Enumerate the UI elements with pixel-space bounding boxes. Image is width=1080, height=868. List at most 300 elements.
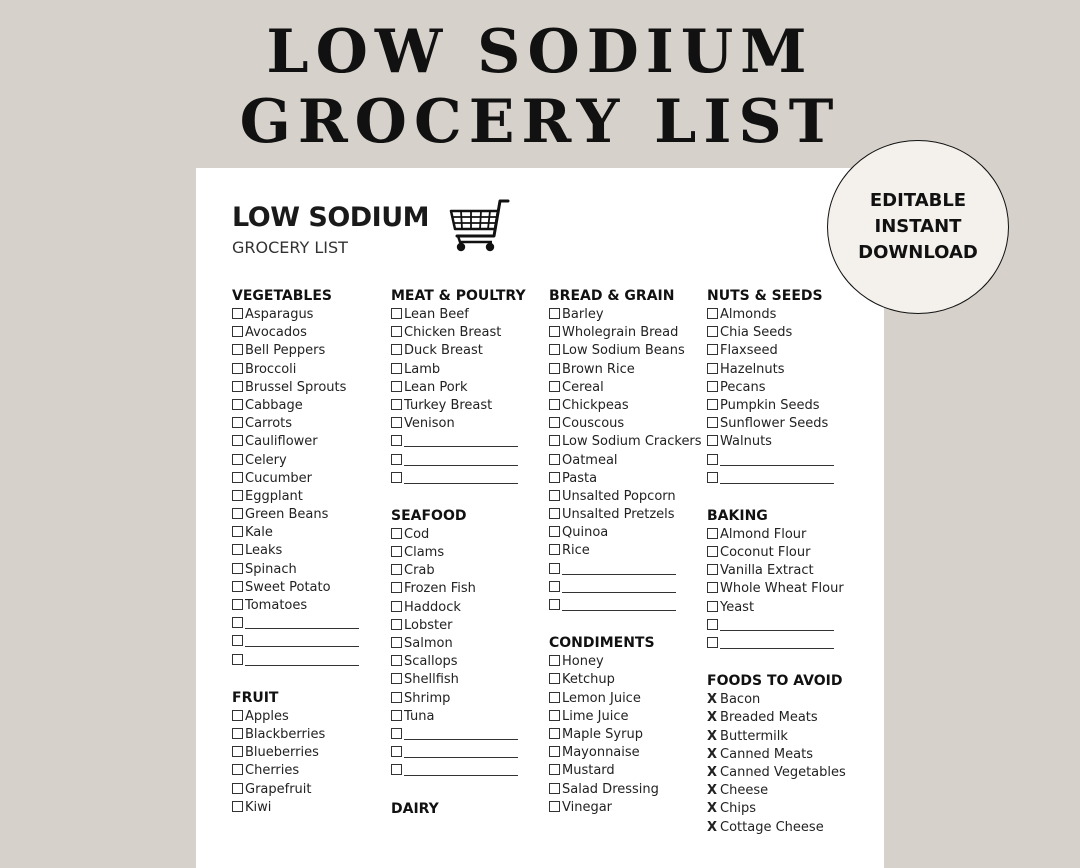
item-label: Bacon [720,692,761,708]
checkbox[interactable] [391,417,402,428]
write-in-line[interactable] [562,562,676,575]
blank-item [549,597,704,615]
checkbox[interactable] [549,710,560,721]
checkbox[interactable] [549,783,560,794]
list-item [391,599,546,617]
blank-item [391,744,546,762]
checkbox[interactable] [391,454,402,465]
blank-item [232,652,387,670]
checkbox[interactable] [707,472,718,483]
blank-item [549,579,704,597]
checkbox[interactable] [391,308,402,319]
checkbox[interactable] [707,326,718,337]
list-section [232,286,387,670]
list-column-1 [232,286,387,835]
checkbox[interactable] [549,526,560,537]
item-label: Cauliflower [245,434,318,450]
checkbox[interactable] [391,435,402,446]
item-label: Maple Syrup [562,726,643,742]
checkbox[interactable] [549,581,560,592]
checkbox[interactable] [707,582,718,593]
write-in-line[interactable] [562,598,676,611]
blank-item [391,452,546,470]
blank-item [549,561,704,579]
item-label: Celery [245,452,287,468]
checkbox[interactable] [391,399,402,410]
item-label: Chips [720,801,756,817]
checkbox[interactable] [549,454,560,465]
checkbox[interactable] [391,546,402,557]
checkbox[interactable] [232,363,243,374]
checkbox[interactable] [232,635,243,646]
checkbox[interactable] [549,563,560,574]
list-item [707,709,862,727]
checkbox[interactable] [232,508,243,519]
item-label: Coconut Flour [720,545,811,561]
section-title: MEAT & POULTRY [391,288,526,304]
list-item [707,599,862,617]
checkbox[interactable] [232,617,243,628]
item-label: Venison [404,416,455,432]
blank-item [391,762,546,780]
checkbox[interactable] [549,544,560,555]
checkbox[interactable] [232,581,243,592]
shopping-cart-icon [448,198,510,256]
section-title: BREAD & GRAIN [549,288,675,304]
list-item [232,744,387,762]
list-item [549,470,704,488]
list-section [391,286,546,488]
list-item [232,324,387,342]
item-label: Quinoa [562,525,609,541]
checkbox[interactable] [232,454,243,465]
item-label: Barley [562,307,604,322]
section-title: NUTS & SEEDS [707,288,823,304]
item-label: Almond Flour [720,526,807,542]
blank-item [391,470,546,488]
item-label: Vinegar [562,799,613,815]
list-column-3 [549,286,704,835]
checkbox[interactable] [232,435,243,446]
list-item [391,635,546,653]
checkbox[interactable] [549,490,560,501]
list-item [549,397,704,415]
list-item [232,762,387,780]
checkbox[interactable] [232,764,243,775]
checkbox[interactable] [391,344,402,355]
list-item [707,415,862,433]
checkbox[interactable] [549,344,560,355]
list-item [707,764,862,782]
write-in-line[interactable] [404,763,518,776]
write-in-line[interactable] [720,636,834,649]
item-label: Salmon [404,636,453,651]
item-label: Frozen Fish [404,581,476,597]
list-section [549,633,704,817]
avoid-mark: X [707,710,718,726]
list-item [707,342,862,360]
item-label: Cereal [562,379,604,395]
list-item [391,708,546,726]
item-label: Cottage Cheese [720,819,824,835]
list-section [549,286,704,615]
list-item [391,580,546,598]
list-section [707,286,862,488]
checkbox[interactable] [391,764,402,775]
list-item [232,488,387,506]
item-label: Lobster [404,617,453,633]
badge-line2: INSTANT [874,216,962,237]
checkbox[interactable] [391,472,402,483]
checkbox[interactable] [549,728,560,739]
list-item [232,799,387,817]
write-in-line[interactable] [245,634,359,647]
checkbox[interactable] [707,601,718,612]
item-label: Mayonnaise [562,745,640,761]
list-item [707,800,862,818]
checkbox[interactable] [391,728,402,739]
blank-item [232,633,387,651]
list-item [549,744,704,762]
list-item [707,819,862,837]
checkbox[interactable] [549,472,560,483]
section-title: FOODS TO AVOID [707,673,843,690]
list-item [232,452,387,470]
checkbox[interactable] [391,619,402,630]
checkbox[interactable] [391,692,402,703]
checkbox[interactable] [391,710,402,721]
item-label: Apples [245,708,289,724]
item-label: Whole Wheat Flour [720,581,844,597]
checkbox[interactable] [232,728,243,739]
list-column-4 [707,286,862,855]
document-subtitle: GROCERY LIST [232,238,348,257]
list-item [232,708,387,726]
write-in-line[interactable] [245,653,359,666]
checkbox[interactable] [232,654,243,665]
item-label: Haddock [404,599,461,615]
item-label: Canned Meats [720,746,813,762]
section-title: CONDIMENTS [549,635,655,652]
checkbox[interactable] [391,655,402,666]
list-item [391,544,546,562]
list-item [391,690,546,708]
item-label: Wholegrain Bread [562,325,679,341]
checkbox[interactable] [707,637,718,648]
checkbox[interactable] [707,454,718,465]
list-item [232,781,387,799]
list-item [707,397,862,415]
list-item [707,526,862,544]
item-label: Tuna [404,708,435,724]
checkbox[interactable] [549,801,560,812]
item-label: Vanilla Extract [720,563,814,579]
write-in-line[interactable] [720,618,834,631]
write-in-line[interactable] [720,453,834,466]
checkbox[interactable] [707,528,718,539]
item-label: Lime Juice [562,708,629,724]
item-label: Leaks [245,543,283,559]
checkbox[interactable] [232,326,243,337]
write-in-line[interactable] [720,471,834,484]
list-item [707,379,862,397]
checkbox[interactable] [707,381,718,392]
list-item [707,580,862,598]
checkbox[interactable] [549,599,560,610]
write-in-line[interactable] [562,580,676,593]
list-item [707,544,862,562]
checkbox[interactable] [549,508,560,519]
list-item [707,728,862,746]
checkbox[interactable] [549,692,560,703]
item-label: Pumpkin Seeds [720,397,820,413]
editable-badge [827,140,1009,314]
list-item [391,526,546,544]
document-title: LOW SODIUM [232,202,430,233]
list-item [707,361,862,379]
checkbox[interactable] [549,435,560,446]
list-item [549,524,704,542]
list-item [391,397,546,415]
list-item [549,542,704,560]
list-item [232,379,387,397]
list-item [549,653,704,671]
badge-line1: EDITABLE [869,190,967,211]
avoid-mark: X [707,746,718,762]
checkbox[interactable] [232,783,243,794]
item-label: Canned Vegetables [720,764,846,780]
checkbox[interactable] [391,381,402,392]
item-label: Green Beans [245,507,329,523]
checkbox[interactable] [391,528,402,539]
checkbox[interactable] [549,417,560,428]
item-label: Eggplant [245,488,303,504]
checkbox[interactable] [232,526,243,537]
checkbox[interactable] [391,326,402,337]
list-item [549,799,704,817]
checkbox[interactable] [707,435,718,446]
write-in-line[interactable] [245,616,359,629]
checkbox[interactable] [549,326,560,337]
checkbox[interactable] [391,363,402,374]
blank-item [707,635,862,653]
checkbox[interactable] [232,490,243,501]
write-in-line[interactable] [404,453,518,466]
list-section [391,799,546,819]
list-item [232,542,387,560]
checkbox[interactable] [549,308,560,319]
list-item [391,342,546,360]
checkbox[interactable] [232,472,243,483]
list-item [391,653,546,671]
item-label: Unsalted Popcorn [562,488,676,504]
item-label: Cheese [720,783,769,799]
write-in-line[interactable] [404,745,518,758]
item-label: Spinach [245,561,297,577]
checkbox[interactable] [707,564,718,575]
list-section [707,671,862,837]
list-item [391,379,546,397]
checkbox[interactable] [707,308,718,319]
avoid-mark: X [707,783,718,799]
item-label: Lean Beef [404,307,469,322]
checkbox[interactable] [549,764,560,775]
list-item [549,488,704,506]
list-item [232,470,387,488]
list-item [391,361,546,379]
write-in-line[interactable] [404,434,518,447]
item-label: Brown Rice [562,361,635,377]
item-label: Broccoli [245,361,297,377]
item-label: Ketchup [562,672,615,688]
list-item [232,397,387,415]
list-section [232,688,387,817]
list-item [549,433,704,451]
list-item [232,726,387,744]
checkbox[interactable] [549,363,560,374]
checkbox[interactable] [391,637,402,648]
checkbox[interactable] [391,673,402,684]
blank-item [232,615,387,633]
item-label: Kale [245,525,273,541]
blank-item [707,617,862,635]
checkbox[interactable] [232,344,243,355]
list-item [391,306,546,324]
item-label: Honey [562,654,604,670]
checkbox[interactable] [549,655,560,666]
list-column-2 [391,286,546,837]
list-item [391,324,546,342]
list-item [707,691,862,709]
list-item [549,342,704,360]
item-label: Kiwi [245,799,272,815]
checkbox[interactable] [707,619,718,630]
checkbox[interactable] [549,673,560,684]
avoid-mark: X [707,728,718,744]
checkbox[interactable] [707,363,718,374]
list-item [707,782,862,800]
item-label: Crab [404,563,435,579]
checkbox[interactable] [391,564,402,575]
item-label: Chickpeas [562,397,629,413]
checkbox[interactable] [707,344,718,355]
item-label: Low Sodium Crackers [562,434,702,450]
list-item [707,562,862,580]
checkbox[interactable] [232,399,243,410]
checkbox[interactable] [232,417,243,428]
checkbox[interactable] [391,601,402,612]
section-title: BAKING [707,507,768,524]
checkbox[interactable] [232,308,243,319]
list-item [232,433,387,451]
checkbox[interactable] [232,710,243,721]
list-item [391,617,546,635]
list-item [707,324,862,342]
item-label: Hazelnuts [720,361,785,377]
item-label: Cucumber [245,470,312,486]
list-item [549,379,704,397]
write-in-line[interactable] [404,471,518,484]
item-label: Clams [404,545,445,561]
avoid-mark: X [707,692,718,708]
list-item [549,762,704,780]
list-item [232,415,387,433]
list-item [391,671,546,689]
item-label: Yeast [720,599,755,615]
checkbox[interactable] [549,399,560,410]
list-item [549,452,704,470]
item-label: Cod [404,526,430,542]
checkbox[interactable] [232,746,243,757]
item-label: Chia Seeds [720,325,793,341]
item-label: Pecans [720,379,766,395]
item-label: Sunflower Seeds [720,416,829,432]
list-item [232,342,387,360]
write-in-line[interactable] [404,727,518,740]
list-item [232,561,387,579]
item-label: Duck Breast [404,343,483,359]
item-label: Rice [562,543,590,559]
item-label: Walnuts [720,434,772,450]
list-item [232,306,387,324]
checkbox[interactable] [549,381,560,392]
checkbox[interactable] [232,801,243,812]
item-label: Mustard [562,763,615,779]
checkbox[interactable] [232,599,243,610]
item-label: Tomatoes [245,598,308,613]
checkbox[interactable] [707,417,718,428]
banner-title-line2: GROCERY LIST [239,87,841,157]
list-item [707,746,862,764]
list-section [707,506,862,653]
list-item [707,306,862,324]
avoid-mark: X [707,801,718,817]
checkbox[interactable] [232,381,243,392]
item-label: Breaded Meats [720,710,818,726]
item-label: Oatmeal [562,452,618,468]
list-item [549,324,704,342]
item-label: Avocados [245,325,307,341]
item-label: Shellfish [404,672,459,688]
list-item [232,361,387,379]
item-label: Low Sodium Beans [562,343,685,359]
item-label: Sweet Potato [245,579,331,595]
checkbox[interactable] [707,399,718,410]
list-item [549,690,704,708]
item-label: Brussel Sprouts [245,379,347,395]
list-item [232,506,387,524]
section-title: VEGETABLES [232,288,332,304]
banner-title-line1: LOW SODIUM [266,17,814,87]
avoid-mark: X [707,764,718,780]
checkbox[interactable] [549,746,560,757]
checkbox[interactable] [232,544,243,555]
checkbox[interactable] [391,582,402,593]
grocery-list-document [196,168,884,868]
item-label: Lamb [404,361,441,377]
item-label: Chicken Breast [404,325,502,341]
blank-item [391,726,546,744]
checkbox[interactable] [707,546,718,557]
checkbox[interactable] [232,563,243,574]
item-label: Salad Dressing [562,781,659,797]
list-item [391,562,546,580]
checkbox[interactable] [391,746,402,757]
item-label: Bell Peppers [245,343,326,359]
item-label: Turkey Breast [404,397,493,413]
section-title: SEAFOOD [391,507,467,524]
item-label: Scallops [404,654,458,670]
